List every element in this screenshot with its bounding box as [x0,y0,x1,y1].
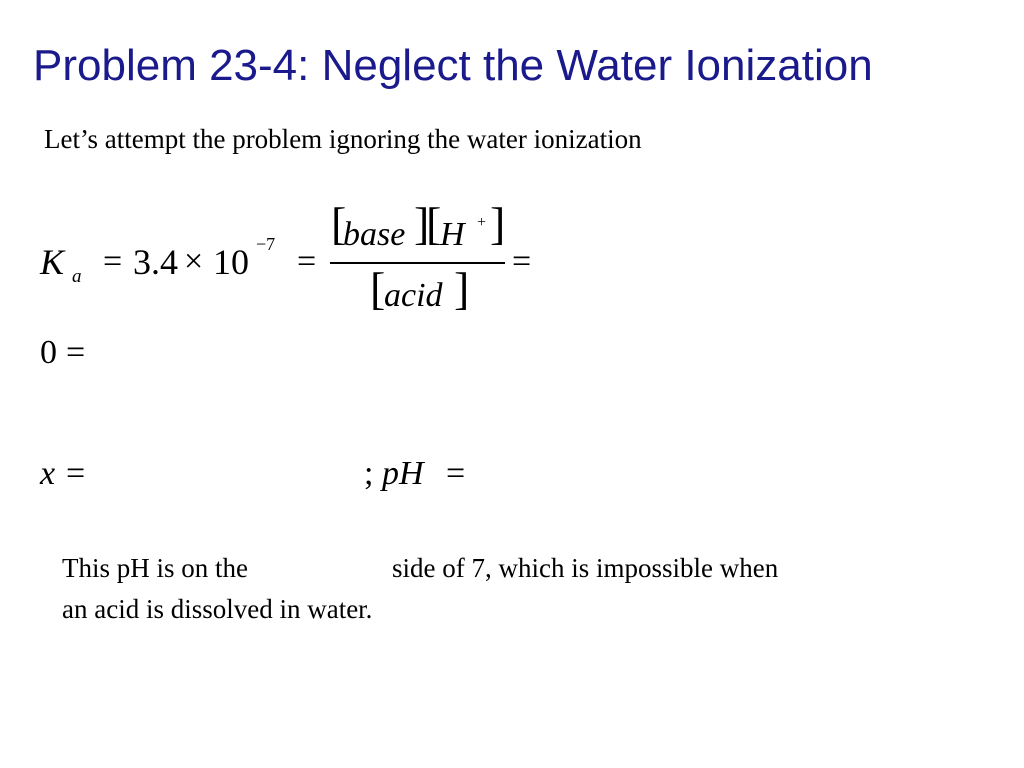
numerator-right-bracket-1: ] [414,198,430,249]
denominator-acid: acid [384,277,443,314]
ka-times: × [184,243,204,280]
numerator-right-bracket-2: ] [490,198,506,249]
numerator-base: base [343,216,406,253]
numerator-h-charge: + [477,214,487,231]
fraction-bar [330,262,505,264]
intro-text: Let’s attempt the problem ignoring the water ionization [44,124,642,154]
ka-subscript: a [72,266,82,287]
numerator-left-bracket-1: [ [331,198,347,249]
numerator-left-bracket-2: [ [426,198,442,249]
zero-equals: = [66,334,86,371]
note-line2: an acid is dissolved in water. [62,594,373,624]
ka-equals-2: = [297,243,317,280]
x-equals: = [66,455,86,492]
x-variable: x [40,455,56,492]
numerator-h: H [440,216,465,253]
ka-exponent: −7 [256,234,276,254]
ka-coefficient: 3.4 [133,242,178,282]
denominator-left-bracket: [ [370,263,386,314]
ka-base-number: 10 [213,242,249,282]
note-line1-end: side of 7, which is impossible when [392,553,779,583]
ph-label: pH [382,455,424,492]
denominator-right-bracket: ] [454,263,470,314]
ph-equals: = [446,455,466,492]
note-line1-start: This pH is on the [62,553,248,583]
ka-symbol: K [40,242,65,282]
slide-title: Problem 23-4: Neglect the Water Ionization [33,41,873,90]
zero-lhs: 0 [40,334,57,371]
ka-equals-1: = [103,243,123,280]
x-separator: ; [364,455,374,492]
ka-equals-3: = [512,243,532,280]
